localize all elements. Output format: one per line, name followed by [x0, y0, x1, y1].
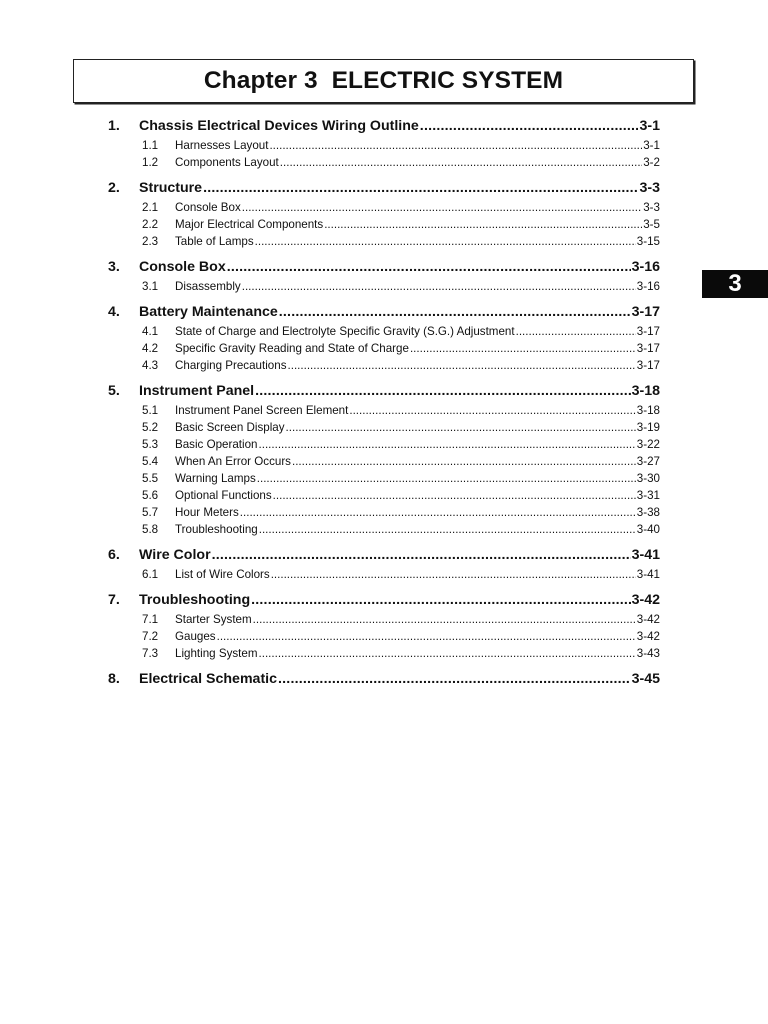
toc-section-row[interactable]	[108, 383, 660, 404]
subsection-title: Basic Screen Display	[175, 421, 285, 434]
dot-leader	[269, 139, 642, 152]
subsection-page: 3-5	[643, 218, 660, 231]
dot-leader	[292, 455, 636, 468]
section-title: Electrical Schematic	[139, 671, 278, 687]
subsection-title: Disassembly	[175, 280, 241, 293]
subsection-title: Lighting System	[175, 647, 258, 660]
subsection-number: 5.7	[142, 506, 159, 519]
toc-subsection-row[interactable]	[108, 455, 660, 472]
toc-subsection-row[interactable]	[108, 647, 660, 664]
toc-subsection-row[interactable]	[108, 404, 660, 421]
toc-section-row[interactable]	[108, 118, 660, 139]
subsection-number: 5.1	[142, 404, 159, 417]
toc-subsection-row[interactable]	[108, 325, 660, 342]
section-page: 3-3	[639, 180, 660, 196]
toc-subsection-row[interactable]	[108, 630, 660, 647]
subsection-title: List of Wire Colors	[175, 568, 270, 581]
subsection-number: 2.2	[142, 218, 159, 231]
dot-leader	[259, 438, 636, 451]
subsection-title: Troubleshooting	[175, 523, 258, 536]
section-title: Troubleshooting	[139, 592, 251, 608]
dot-leader	[242, 280, 636, 293]
subsection-page: 3-15	[636, 235, 660, 248]
subsection-number: 4.3	[142, 359, 159, 372]
chapter-title: Chapter 3 ELECTRIC SYSTEM	[203, 67, 564, 94]
subsection-page: 3-16	[636, 280, 660, 293]
dot-leader	[227, 259, 631, 275]
dot-leader	[240, 506, 636, 519]
toc-subsection-row[interactable]	[108, 235, 660, 252]
subsection-page: 3-2	[643, 156, 660, 169]
dot-leader	[516, 325, 636, 338]
toc-subsection-row[interactable]	[108, 139, 660, 156]
dot-leader	[259, 647, 636, 660]
subsection-page: 3-31	[636, 489, 660, 502]
section-page: 3-42	[631, 592, 660, 608]
toc-subsection-row[interactable]	[108, 523, 660, 540]
toc-subsection-row[interactable]	[108, 156, 660, 173]
subsection-number: 2.3	[142, 235, 159, 248]
section-title: Wire Color	[139, 547, 211, 563]
dot-leader	[324, 218, 642, 231]
subsection-title: Starter System	[175, 613, 252, 626]
subsection-title: Components Layout	[175, 156, 279, 169]
chapter-tab: 3	[702, 270, 768, 298]
subsection-number: 2.1	[142, 201, 159, 214]
toc-section	[108, 180, 660, 252]
toc-section	[108, 383, 660, 540]
section-page: 3-45	[631, 671, 660, 687]
subsection-page: 3-22	[636, 438, 660, 451]
toc-subsection-row[interactable]	[108, 218, 660, 235]
subsection-page: 3-27	[636, 455, 660, 468]
section-title: Console Box	[139, 259, 226, 275]
toc-section-row[interactable]	[108, 671, 660, 692]
toc-section	[108, 671, 660, 692]
subsection-page: 3-41	[636, 568, 660, 581]
dot-leader	[280, 156, 642, 169]
subsection-number: 5.3	[142, 438, 159, 451]
subsection-number: 5.5	[142, 472, 159, 485]
subsection-number: 7.1	[142, 613, 159, 626]
subsection-title: When An Error Occurs	[175, 455, 291, 468]
dot-leader	[278, 671, 631, 687]
toc-subsection-row[interactable]	[108, 359, 660, 376]
subsection-page: 3-17	[636, 359, 660, 372]
dot-leader	[212, 547, 631, 563]
subsection-title: Gauges	[175, 630, 216, 643]
dot-leader	[217, 630, 636, 643]
dot-leader	[349, 404, 635, 417]
subsection-page: 3-42	[636, 613, 660, 626]
subsection-title: Basic Operation	[175, 438, 258, 451]
subsection-title: Console Box	[175, 201, 241, 214]
subsection-title: Major Electrical Components	[175, 218, 324, 231]
subsection-page: 3-17	[636, 325, 660, 338]
subsection-number: 4.2	[142, 342, 159, 355]
dot-leader	[288, 359, 636, 372]
toc-subsection-row[interactable]	[108, 472, 660, 489]
section-page: 3-18	[631, 383, 660, 399]
subsection-number: 5.2	[142, 421, 159, 434]
section-number: 1.	[108, 118, 120, 134]
toc-section	[108, 547, 660, 585]
subsection-number: 5.6	[142, 489, 159, 502]
subsection-number: 1.2	[142, 156, 159, 169]
section-title: Instrument Panel	[139, 383, 255, 399]
subsection-title: Optional Functions	[175, 489, 272, 502]
subsection-number: 5.8	[142, 523, 159, 536]
toc-section	[108, 118, 660, 173]
section-title: Structure	[139, 180, 203, 196]
subsection-page: 3-38	[636, 506, 660, 519]
toc-section	[108, 304, 660, 376]
subsection-page: 3-1	[643, 139, 660, 152]
subsection-page: 3-43	[636, 647, 660, 660]
dot-leader	[242, 201, 642, 214]
toc-section-row[interactable]	[108, 259, 660, 280]
toc-section-row[interactable]	[108, 180, 660, 201]
section-number: 4.	[108, 304, 120, 320]
subsection-page: 3-18	[636, 404, 660, 417]
subsection-title: Warning Lamps	[175, 472, 256, 485]
section-number: 3.	[108, 259, 120, 275]
toc-section-row[interactable]	[108, 547, 660, 568]
toc-section	[108, 592, 660, 664]
subsection-title: Charging Precautions	[175, 359, 287, 372]
toc-subsection-row[interactable]	[108, 280, 660, 297]
dot-leader	[279, 304, 631, 320]
toc-subsection-row[interactable]	[108, 438, 660, 455]
toc-subsection-row[interactable]	[108, 421, 660, 438]
section-page: 3-1	[639, 118, 660, 134]
toc-subsection-row[interactable]	[108, 342, 660, 359]
section-number: 5.	[108, 383, 120, 399]
dot-leader	[259, 523, 636, 536]
dot-leader	[420, 118, 639, 134]
chapter-title-box	[73, 59, 694, 103]
subsection-title: State of Charge and Electrolyte Specific Gravity (S.G.) Adjustment	[175, 325, 515, 338]
subsection-number: 7.2	[142, 630, 159, 643]
subsection-title: Hour Meters	[175, 506, 239, 519]
section-title: Battery Maintenance	[139, 304, 278, 320]
section-page: 3-17	[631, 304, 660, 320]
subsection-page: 3-3	[643, 201, 660, 214]
toc-section-row[interactable]	[108, 304, 660, 325]
subsection-number: 6.1	[142, 568, 159, 581]
subsection-title: Harnesses Layout	[175, 139, 269, 152]
subsection-page: 3-42	[636, 630, 660, 643]
toc-subsection-row[interactable]	[108, 506, 660, 523]
dot-leader	[251, 592, 630, 608]
toc-section	[108, 259, 660, 297]
section-number: 6.	[108, 547, 120, 563]
toc-subsection-row[interactable]	[108, 568, 660, 585]
subsection-page: 3-17	[636, 342, 660, 355]
toc-subsection-row[interactable]	[108, 613, 660, 630]
toc-section-row[interactable]	[108, 592, 660, 613]
dot-leader	[410, 342, 636, 355]
subsection-page: 3-19	[636, 421, 660, 434]
subsection-number: 3.1	[142, 280, 159, 293]
dot-leader	[253, 613, 636, 626]
dot-leader	[255, 235, 636, 248]
dot-leader	[255, 383, 630, 399]
dot-leader	[203, 180, 638, 196]
subsection-number: 5.4	[142, 455, 159, 468]
dot-leader	[257, 472, 636, 485]
subsection-number: 1.1	[142, 139, 159, 152]
subsection-title: Table of Lamps	[175, 235, 254, 248]
section-number: 8.	[108, 671, 120, 687]
subsection-number: 4.1	[142, 325, 159, 338]
section-title: Chassis Electrical Devices Wiring Outline	[139, 118, 419, 134]
subsection-number: 7.3	[142, 647, 159, 660]
section-number: 2.	[108, 180, 120, 196]
dot-leader	[271, 568, 636, 581]
section-page: 3-16	[631, 259, 660, 275]
subsection-page: 3-40	[636, 523, 660, 536]
toc-subsection-row[interactable]	[108, 489, 660, 506]
subsection-title: Instrument Panel Screen Element	[175, 404, 349, 417]
subsection-page: 3-30	[636, 472, 660, 485]
subsection-title: Specific Gravity Reading and State of Charge	[175, 342, 409, 355]
dot-leader	[273, 489, 636, 502]
dot-leader	[286, 421, 636, 434]
toc-subsection-row[interactable]	[108, 201, 660, 218]
section-page: 3-41	[631, 547, 660, 563]
table-of-contents	[108, 118, 660, 699]
section-number: 7.	[108, 592, 120, 608]
